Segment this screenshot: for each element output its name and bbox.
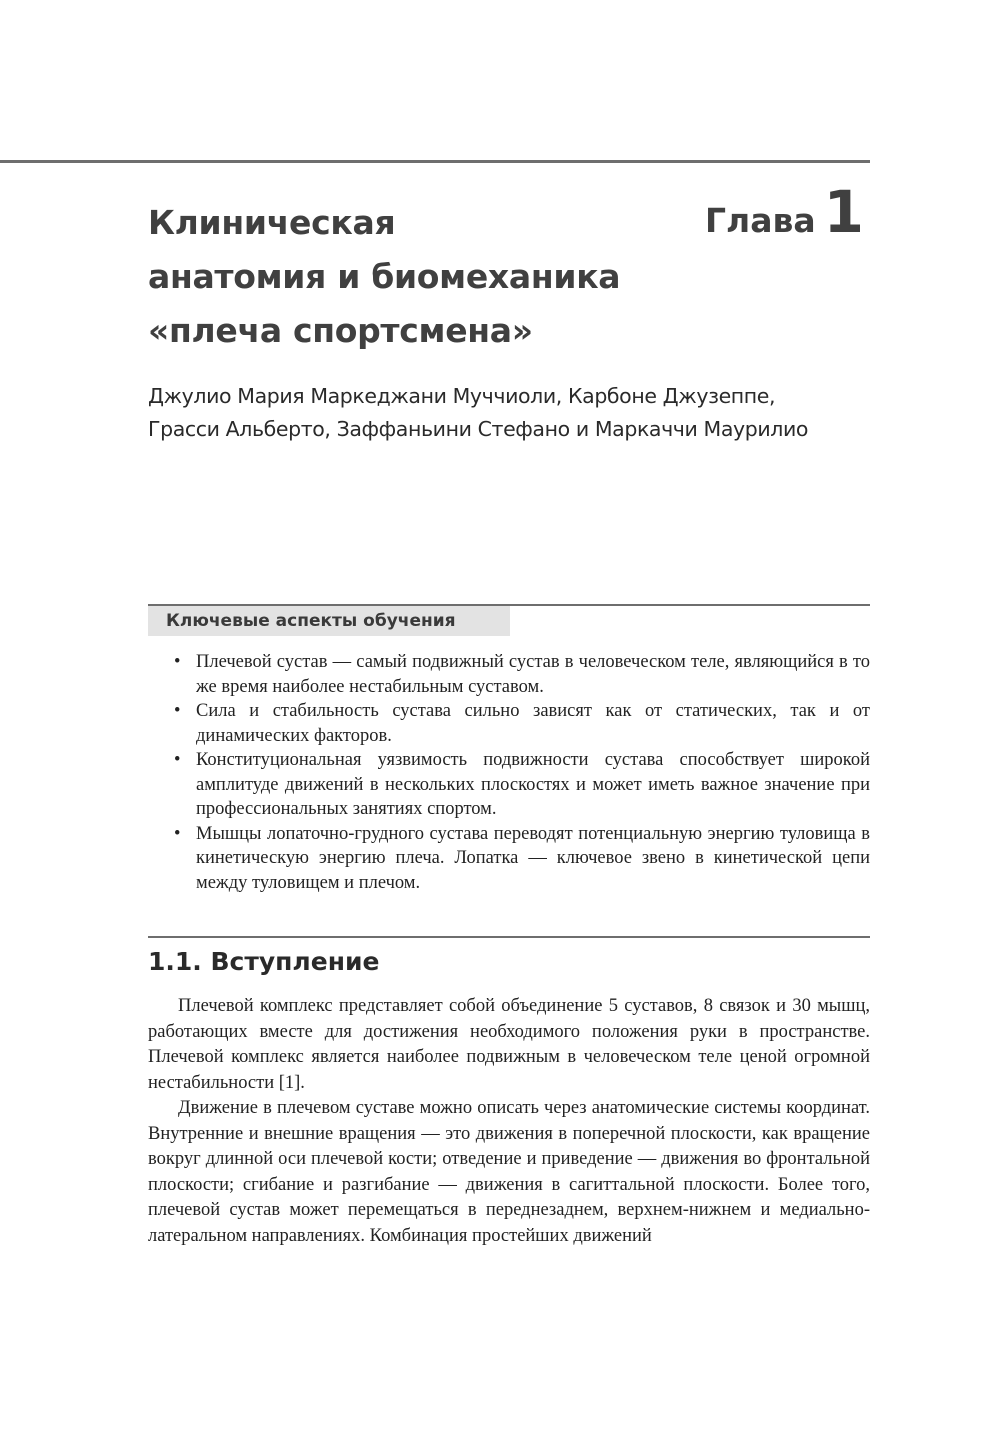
key-aspect-item (172, 699, 870, 748)
key-aspect-text: Конституциональная уязвимость подвижности сустава способствует широкой амплитуде движений в нескольких плоскостях и может иметь важное значение при профессиональных занятиях спортом. (196, 750, 870, 819)
top-divider (0, 160, 870, 163)
bullet-icon: • (174, 823, 181, 844)
key-aspect-text: Плечевой сустав — самый подвижный сустав в человеческом теле, являющийся в то же время наиболее нестабильным суставом. (196, 652, 870, 697)
key-aspect-item (172, 822, 870, 896)
bullet-icon: • (174, 701, 181, 721)
authors-line: Джулио Мария Маркеджани Муччиоли, Карбоне Джузеппе, (148, 384, 776, 408)
bullet-icon: • (174, 652, 181, 672)
chapter-number: 1 (823, 178, 864, 246)
key-aspects-list (172, 650, 870, 895)
body-paragraph: Движение в плечевом суставе можно описать через анатомические системы координат. Внутренние и внешние вращения — это движения в поперечной плоскости, как вращение вокруг длинной оси плечевой кости; отведение и приведение — движения во фронтальной плоскости; сгибание и разгибание — движения в сагиттальной плоскости. Более того, плечевой сустав может перемещаться в переднезаднем, верхнем-нижнем и медиально-латеральном направлениях. Комбинация простейших движений (148, 1098, 870, 1246)
chapter-word: Глава (705, 201, 816, 240)
body-paragraph: Плечевой комплекс представляет собой объединение 5 суставов, 8 связок и 30 мышц, работающих вместе для достижения необходимого положения руки в пространстве. Плечевой комплекс является наиболее подвижным в человеческом теле ценой огромной нестабильности [1]. (148, 996, 870, 1093)
chapter-title-line: анатомия и биомеханика (148, 257, 621, 296)
key-aspect-text: Мышцы лопаточно-грудного сустава переводят потенциальную энергию туловища в кинетическую энергию плеча. Лопатка — ключевое звено в кинетической цепи между туловищем и плечом. (196, 823, 870, 893)
authors (148, 380, 878, 446)
chapter-title-line: «плеча спортсмена» (148, 311, 533, 350)
authors-line: Грасси Альберто, Заффаньини Стефано и Маркаччи Маурилио (148, 417, 809, 441)
key-aspect-item (172, 748, 870, 822)
key-aspect-text: Сила и стабильность сустава сильно зависят как от статических, так и от динамических факторов. (196, 701, 870, 746)
chapter-title (148, 196, 620, 358)
chapter-title-line: Клиническая (148, 203, 396, 242)
bullet-icon: • (174, 750, 181, 770)
section-body (148, 994, 870, 1249)
chapter-label (705, 178, 864, 246)
section-title: 1.1. Вступление (148, 947, 380, 976)
key-aspects-title: Ключевые аспекты обучения (148, 606, 510, 636)
section-divider (148, 936, 870, 938)
key-aspect-item (172, 650, 870, 699)
